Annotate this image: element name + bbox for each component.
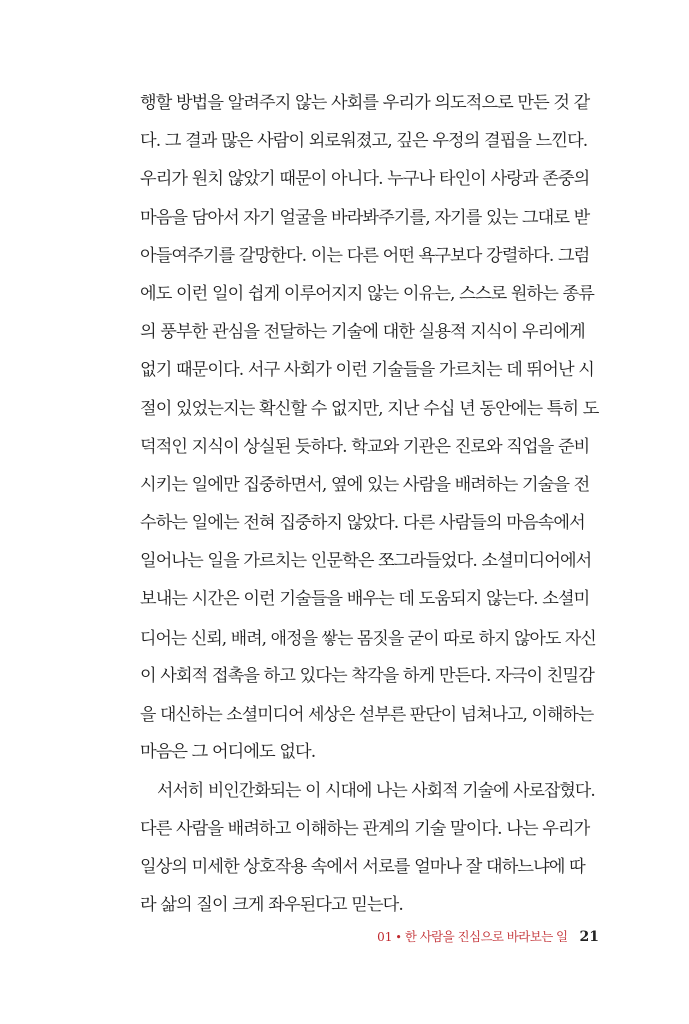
text-line: 일상의 미세한 상호작용 속에서 서로를 얼마나 잘 대하느냐에 따: [140, 856, 585, 877]
text-line: 에도 이런 일이 쉽게 이루어지지 않는 이유는, 스스로 원하는 종류: [140, 283, 594, 304]
text-line: 시키는 일에만 집중하면서, 옆에 있는 사람을 배려하는 기술을 전: [140, 474, 590, 495]
text-line: 마음은 그 어디에도 없다.: [140, 742, 316, 763]
text-line: 디어는 신뢰, 배려, 애정을 쌓는 몸짓을 굳이 따로 하지 않아도 자신: [140, 627, 596, 648]
text-line: 서서히 비인간화되는 이 시대에 나는 사회적 기술에 사로잡혔다.: [157, 780, 595, 801]
text-line: 라 삶의 질이 크게 좌우된다고 믿는다.: [140, 894, 403, 915]
chapter-number: 01: [377, 930, 393, 944]
text-line: 일어나는 일을 가르치는 인문학은 쪼그라들었다. 소셜미디어에서: [140, 551, 592, 572]
text-line: 마음을 담아서 자기 얼굴을 바라봐주기를, 자기를 있는 그대로 받: [140, 207, 590, 228]
text-line: 이 사회적 접촉을 하고 있다는 착각을 하게 만든다. 자극이 친밀감: [140, 665, 594, 686]
text-line: 다. 그 결과 많은 사람이 외로워졌고, 깊은 우정의 결핍을 느낀다.: [140, 131, 588, 152]
chapter-title: 한 사람을 진심으로 바라보는 일: [404, 929, 568, 944]
text-line: 절이 있었는지는 확신할 수 없지만, 지난 수십 년 동안에는 특히 도: [140, 398, 599, 419]
text-line: 우리가 원치 않았기 때문이 아니다. 누구나 타인이 사랑과 존중의: [140, 169, 590, 190]
text-line: 아들여주기를 갈망한다. 이는 다른 어떤 욕구보다 강렬하다. 그럼: [140, 245, 590, 266]
text-line: 수하는 일에는 전혀 집중하지 않았다. 다른 사람들의 마음속에서: [140, 513, 585, 534]
text-line: 행할 방법을 알려주지 않는 사회를 우리가 의도적으로 만든 것 같: [140, 93, 590, 113]
text-line: 덕적인 지식이 상실된 듯하다. 학교와 기관은 진로와 직업을 준비: [140, 436, 590, 457]
text-line: 없기 때문이다. 서구 사회가 이런 기술들을 가르치는 데 뛰어난 시: [140, 360, 594, 381]
body-text: [140, 84, 600, 924]
text-line: 의 풍부한 관심을 전달하는 기술에 대한 실용적 지식이 우리에게: [140, 322, 585, 343]
running-footer: [377, 926, 599, 948]
text-line: 보내는 시간은 이런 기술들을 배우는 데 도움되지 않는다. 소셜미: [140, 589, 590, 610]
page-number: 21: [579, 929, 599, 945]
text-line: 을 대신하는 소셜미디어 세상은 섣부른 판단이 넘쳐나고, 이해하는: [140, 704, 594, 724]
bullet-separator: •: [395, 931, 402, 944]
text-line: 다른 사람을 배려하고 이해하는 관계의 기술 말이다. 나는 우리가: [140, 818, 590, 839]
